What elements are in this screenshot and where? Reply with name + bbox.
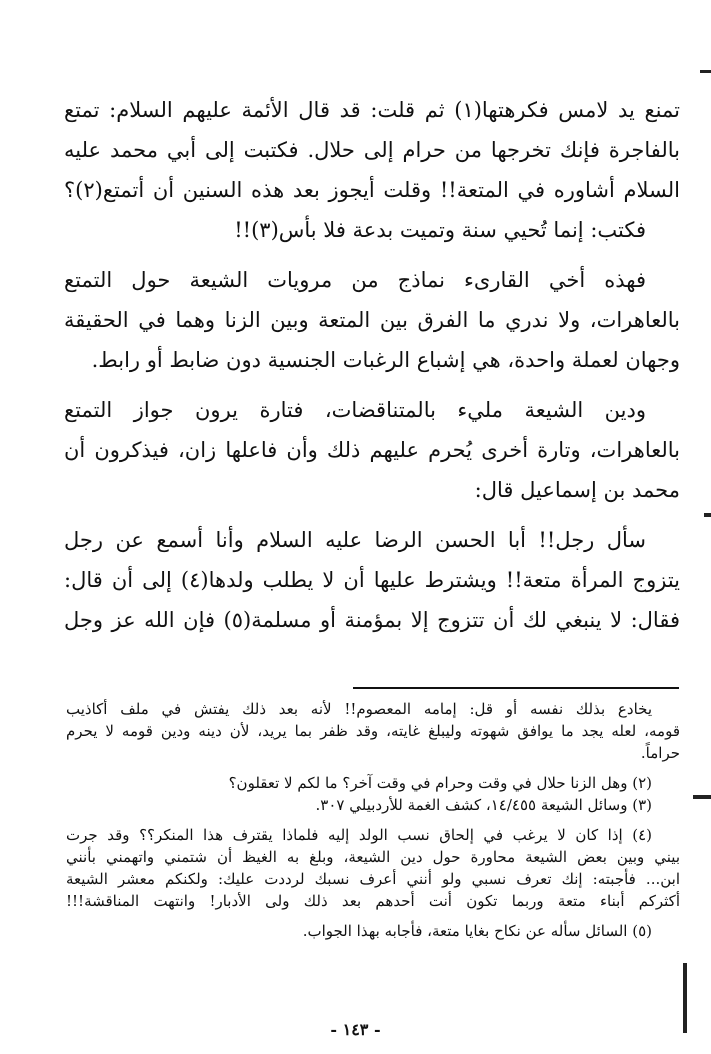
text-line: بالعاهرات، وتارة أخرى يُحرم عليهم ذلك وأن فاعلها زان، فيذكرون أن <box>64 438 680 462</box>
text-line: فقال: لا ينبغي لك أن تتزوج إلا بمؤمنة أو مسلمة(٥) فإن الله عز وجل <box>64 608 680 632</box>
footnote-3 <box>66 794 680 816</box>
text-line: فكتب: إنما تُحيي سنة وتميت بدعة فلا بأس(٣)!! <box>234 218 646 242</box>
text-line: وجهان لعملة واحدة، هي إشباع الرغبات الجنسية دون ضابط أو رابط. <box>91 348 680 372</box>
footnote-line: (٥) السائل سأله عن نكاح بغايا متعة، فأجابه بهذا الجواب. <box>302 922 652 940</box>
scan-edge-mark <box>683 963 687 1033</box>
footnote-1-continued <box>66 698 680 764</box>
footnote-separator <box>353 687 679 689</box>
footnote-line: أكثركم أبناء متعة وربما تكون أنت أحدهم بعد ذلك ولى الأدبار! وانتهت المناقشة!!! <box>66 892 680 910</box>
text-line: بالعاهرات، ولا ندري ما الفرق بين المتعة وبين الزنا وهما في الحقيقة <box>64 308 680 332</box>
footnote-line: يخادع بذلك نفسه أو قل: إمامه المعصوم!! لأنه بعد ذلك يفتش في ملف أكاذيب <box>66 700 652 718</box>
footnotes <box>66 698 680 942</box>
text-line: السلام أشاوره في المتعة!! وقلت أيجوز بعد هذه السنين أن أتمتع(٢)؟ <box>64 178 680 202</box>
text-line: محمد بن إسماعيل قال: <box>474 478 680 502</box>
paragraph-4 <box>64 390 680 510</box>
text-line: تمنع يد لامس فكرهتها(١) ثم قلت: قد قال الأئمة عليهم السلام: تمتع <box>64 98 681 122</box>
scan-edge-mark <box>700 70 711 73</box>
main-text <box>64 90 680 640</box>
footnote-4 <box>66 824 680 912</box>
footnote-5 <box>66 920 680 942</box>
paragraph-3 <box>64 260 680 380</box>
scan-edge-mark <box>693 795 711 799</box>
footnote-line: (٣) وسائل الشيعة ١٤/٤٥٥، كشف الغمة للأردبيلي ٣٠٧. <box>315 796 652 814</box>
text-line: سأل رجل!! أبا الحسن الرضا عليه السلام وأنا أسمع عن رجل <box>64 528 646 552</box>
footnote-line: (٤) إذا كان لا يرغب في إلحاق نسب الولد إليه فلماذا يقترف هذا المنكر؟؟ وقد جرت <box>66 826 652 844</box>
footnote-line: ابن... فأجبته: إنك تعرف نسبي ولو أنني أعرف نسبك لرددت عليك: ولكنكم معشر الشيعة <box>66 870 680 888</box>
page-number: - ١٤٣ - <box>330 1020 381 1039</box>
paragraph-2 <box>64 210 680 250</box>
text-line: يتزوج المرأة متعة!! ويشترط عليها أن لا يطلب ولدها(٤) إلى أن قال: <box>64 568 681 592</box>
text-line: ودين الشيعة مليء بالمتناقضات، فتارة يرون جواز التمتع <box>64 398 646 422</box>
footnote-line: قومه، لعله يجد ما يوافق شهوته وليبلغ غايته، وقد ظفر بما يريد، لأن دينه ودين قومه لا يحرم <box>66 722 680 740</box>
scan-edge-mark <box>704 513 711 517</box>
footnote-line: (٢) وهل الزنا حلال في وقت وحرام في وقت آخر؟ ما لكم لا تعقلون؟ <box>228 774 652 792</box>
footnote-line: حراماً. <box>640 744 680 762</box>
footnote-line: بيني وبين بعض الشيعة محاورة حول دين الشيعة، وبلغ به الغيظ أن شتمني واتهمني بأنني <box>66 848 680 866</box>
text-line: بالفاجرة فإنك تخرجها من حرام إلى حلال. فكتبت إلى أبي محمد عليه <box>64 138 680 162</box>
paragraph-5 <box>64 520 680 640</box>
footnote-2 <box>66 772 680 794</box>
text-line: فهذه أخي القارىء نماذج من مرويات الشيعة حول التمتع <box>64 268 646 292</box>
paragraph-1 <box>64 90 680 210</box>
